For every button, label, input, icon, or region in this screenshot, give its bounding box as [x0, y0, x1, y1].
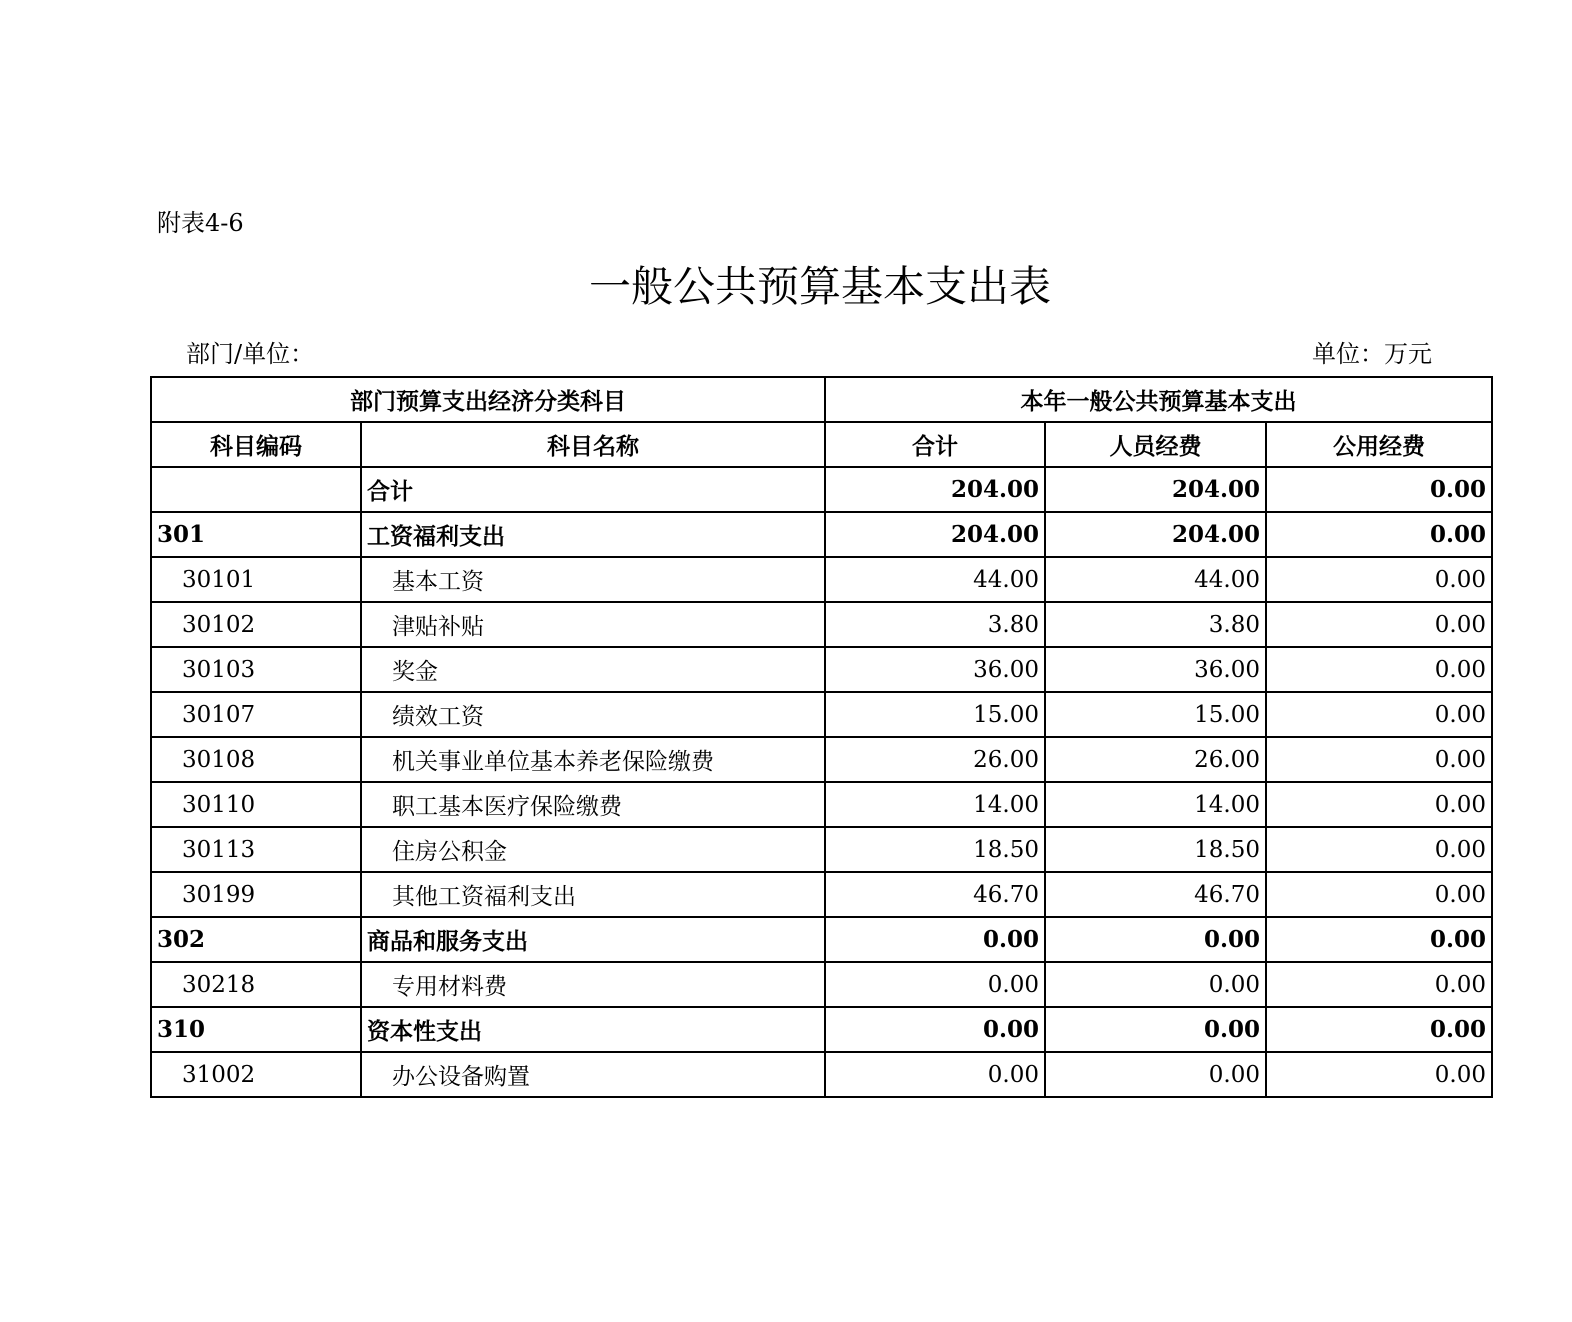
public-cell: 0.00 [1266, 782, 1492, 827]
total-cell: 0.00 [825, 1052, 1045, 1097]
code-cell: 30102 [151, 602, 361, 647]
name-cell: 商品和服务支出 [361, 917, 825, 962]
name-cell: 绩效工资 [361, 692, 825, 737]
total-cell: 204.00 [825, 467, 1045, 512]
public-cell: 0.00 [1266, 737, 1492, 782]
code-cell: 30108 [151, 737, 361, 782]
name-cell: 资本性支出 [361, 1007, 825, 1052]
name-cell: 合计 [361, 467, 825, 512]
name-cell: 办公设备购置 [361, 1052, 825, 1097]
personnel-cell: 44.00 [1045, 557, 1266, 602]
code-cell: 30199 [151, 872, 361, 917]
total-cell: 0.00 [825, 917, 1045, 962]
public-cell: 0.00 [1266, 557, 1492, 602]
personnel-cell: 0.00 [1045, 1052, 1266, 1097]
code-cell: 302 [151, 917, 361, 962]
public-cell: 0.00 [1266, 512, 1492, 557]
unit-label: 单位：万元 [1312, 340, 1432, 368]
table-row [151, 467, 1492, 512]
name-cell: 其他工资福利支出 [361, 872, 825, 917]
table-row [151, 827, 1492, 872]
table-row [151, 737, 1492, 782]
personnel-cell: 204.00 [1045, 467, 1266, 512]
total-cell: 0.00 [825, 962, 1045, 1007]
public-cell: 0.00 [1266, 602, 1492, 647]
total-cell: 44.00 [825, 557, 1045, 602]
table-row [151, 1007, 1492, 1052]
public-cell: 0.00 [1266, 872, 1492, 917]
name-cell: 基本工资 [361, 557, 825, 602]
table-row [151, 917, 1492, 962]
table-row [151, 782, 1492, 827]
code-cell: 30218 [151, 962, 361, 1007]
name-cell: 工资福利支出 [361, 512, 825, 557]
code-cell: 310 [151, 1007, 361, 1052]
personnel-cell: 3.80 [1045, 602, 1266, 647]
name-cell: 机关事业单位基本养老保险缴费 [361, 737, 825, 782]
personnel-column-header: 人员经费 [1045, 422, 1266, 467]
public-cell: 0.00 [1266, 1052, 1492, 1097]
total-cell: 15.00 [825, 692, 1045, 737]
public-cell: 0.00 [1266, 917, 1492, 962]
personnel-cell: 14.00 [1045, 782, 1266, 827]
public-cell: 0.00 [1266, 647, 1492, 692]
personnel-cell: 0.00 [1045, 962, 1266, 1007]
department-label: 部门/单位： [186, 340, 315, 368]
total-cell: 14.00 [825, 782, 1045, 827]
total-cell: 3.80 [825, 602, 1045, 647]
code-cell: 301 [151, 512, 361, 557]
total-cell: 46.70 [825, 872, 1045, 917]
code-cell: 30110 [151, 782, 361, 827]
classification-group-header: 部门预算支出经济分类科目 [151, 377, 825, 422]
table-row [151, 1052, 1492, 1097]
expenditure-group-header: 本年一般公共预算基本支出 [825, 377, 1492, 422]
name-cell: 津贴补贴 [361, 602, 825, 647]
table-row [151, 962, 1492, 1007]
budget-table [150, 376, 1493, 1098]
total-cell: 18.50 [825, 827, 1045, 872]
public-cell: 0.00 [1266, 827, 1492, 872]
name-column-header: 科目名称 [361, 422, 825, 467]
column-header-row [151, 422, 1492, 467]
table-row [151, 512, 1492, 557]
name-cell: 职工基本医疗保险缴费 [361, 782, 825, 827]
total-cell: 0.00 [825, 1007, 1045, 1052]
page-title: 一般公共预算基本支出表 [588, 262, 1051, 311]
table-row [151, 557, 1492, 602]
budget-table-body [151, 377, 1492, 1097]
table-row [151, 647, 1492, 692]
total-cell: 26.00 [825, 737, 1045, 782]
public-column-header: 公用经费 [1266, 422, 1492, 467]
code-cell [151, 467, 361, 512]
total-cell: 36.00 [825, 647, 1045, 692]
personnel-cell: 0.00 [1045, 917, 1266, 962]
group-header-row [151, 377, 1492, 422]
code-column-header: 科目编码 [151, 422, 361, 467]
code-cell: 30103 [151, 647, 361, 692]
code-cell: 30107 [151, 692, 361, 737]
name-cell: 奖金 [361, 647, 825, 692]
table-row [151, 692, 1492, 737]
personnel-cell: 204.00 [1045, 512, 1266, 557]
table-row [151, 872, 1492, 917]
personnel-cell: 36.00 [1045, 647, 1266, 692]
name-cell: 专用材料费 [361, 962, 825, 1007]
public-cell: 0.00 [1266, 962, 1492, 1007]
total-cell: 204.00 [825, 512, 1045, 557]
personnel-cell: 15.00 [1045, 692, 1266, 737]
code-cell: 31002 [151, 1052, 361, 1097]
public-cell: 0.00 [1266, 1007, 1492, 1052]
table-row [151, 602, 1492, 647]
code-cell: 30101 [151, 557, 361, 602]
public-cell: 0.00 [1266, 467, 1492, 512]
personnel-cell: 18.50 [1045, 827, 1266, 872]
personnel-cell: 26.00 [1045, 737, 1266, 782]
total-column-header: 合计 [825, 422, 1045, 467]
name-cell: 住房公积金 [361, 827, 825, 872]
personnel-cell: 46.70 [1045, 872, 1266, 917]
annex-label: 附表4-6 [157, 209, 244, 237]
public-cell: 0.00 [1266, 692, 1492, 737]
personnel-cell: 0.00 [1045, 1007, 1266, 1052]
code-cell: 30113 [151, 827, 361, 872]
